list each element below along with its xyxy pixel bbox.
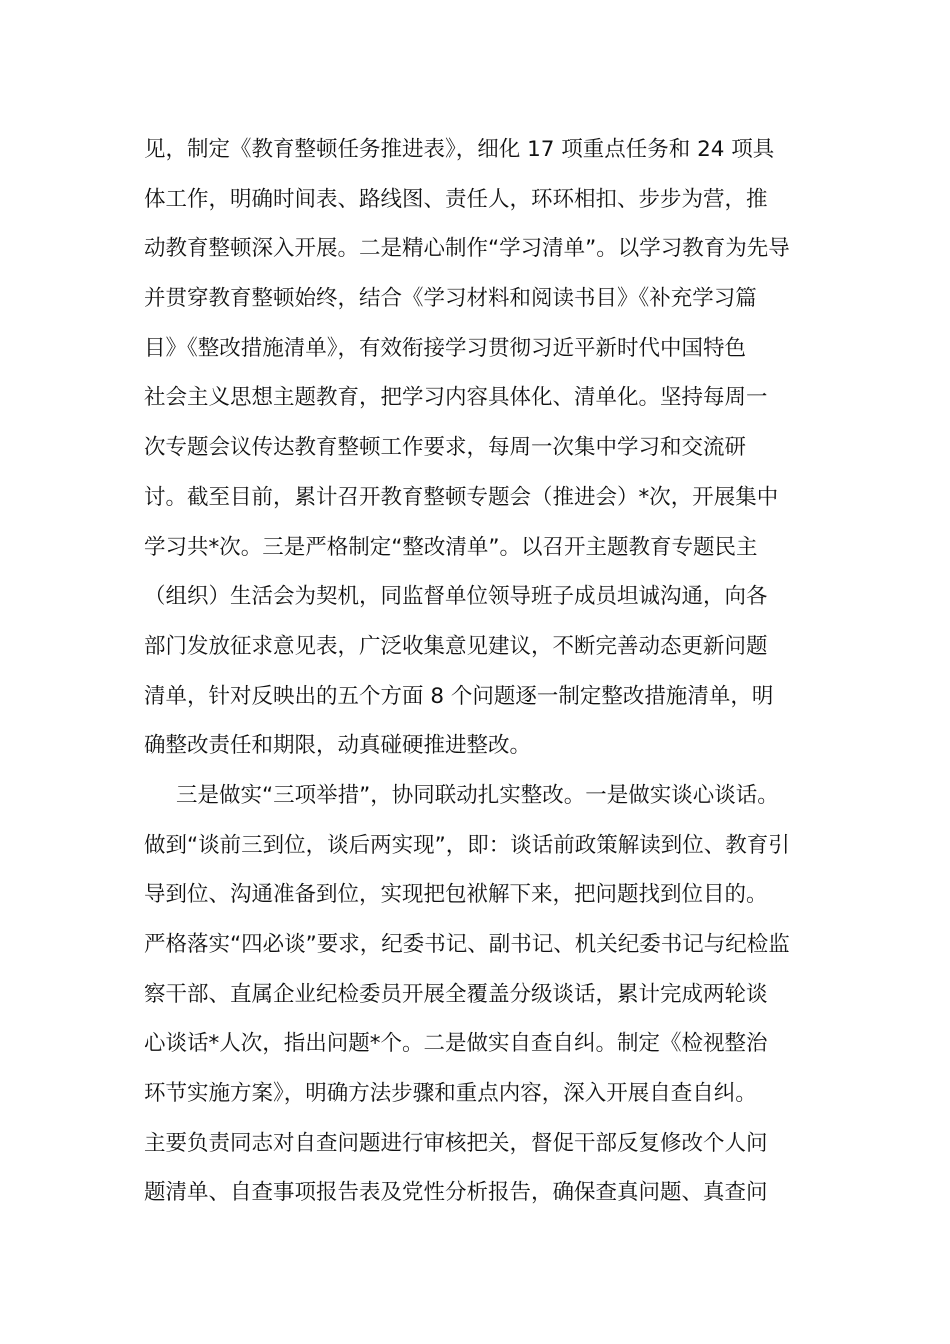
text-line: 见，制定《教育整顿任务推进表》，细化 17 项重点任务和 24 项具 (144, 137, 775, 162)
text-line: 导到位、沟通准备到位，实现把包袱解下来，把问题找到位目的。 (144, 882, 768, 908)
text-line: （组织）生活会为契机，同监督单位领导班子成员坦诚沟通，向各 (144, 584, 768, 610)
text-line: 做到“谈前三到位，谈后两实现”，即：谈话前政策解读到位、教育引 (144, 832, 790, 858)
text-line: 严格落实“四必谈”要求，纪委书记、副书记、机关纪委书记与纪检监 (144, 932, 790, 957)
text-line: 题清单、自查事项报告表及党性分析报告，确保查真问题、真查问 (144, 1180, 768, 1206)
text-line: 环节实施方案》，明确方法步骤和重点内容，深入开展自查自纠。 (144, 1081, 757, 1107)
body-text (144, 125, 814, 1218)
text-line: 确整改责任和期限，动真碰硬推进整改。 (144, 733, 532, 759)
text-line: 讨。截至目前，累计召开教育整顿专题会（推进会）*次，开展集中 (144, 484, 779, 510)
text-line: 并贯穿教育整顿始终，结合《学习材料和阅读书目》《补充学习篇 (144, 286, 757, 312)
text-line: 体工作，明确时间表、路线图、责任人，环环相扣、步步为营，推 (144, 186, 768, 212)
text-line: 察干部、直属企业纪检委员开展全覆盖分级谈话，累计完成两轮谈 (144, 981, 768, 1007)
text-line: 社会主义思想主题教育，把学习内容具体化、清单化。坚持每周一 (144, 385, 768, 411)
paragraph-start-line: 三是做实“三项举措”，协同联动扎实整改。一是做实谈心谈话。 (176, 782, 779, 808)
text-line: 主要负责同志对自查问题进行审核把关，督促干部反复修改个人问 (144, 1130, 768, 1156)
text-line: 学习共*次。三是严格制定“整改清单”。以召开主题教育专题民主 (144, 534, 758, 560)
text-line: 心谈话*人次，指出问题*个。二是做实自查自纠。制定《检视整治 (144, 1031, 768, 1057)
text-line: 动教育整顿深入开展。二是精心制作“学习清单”。以学习教育为先导 (144, 236, 790, 262)
text-line: 次专题会议传达教育整顿工作要求，每周一次集中学习和交流研 (144, 435, 747, 461)
text-line: 清单，针对反映出的五个方面 8 个问题逐一制定整改措施清单，明 (144, 683, 774, 709)
text-line: 目》《整改措施清单》，有效衔接学习贯彻习近平新时代中国特色 (144, 335, 747, 361)
text-line: 部门发放征求意见表，广泛收集意见建议，不断完善动态更新问题 (144, 633, 768, 659)
